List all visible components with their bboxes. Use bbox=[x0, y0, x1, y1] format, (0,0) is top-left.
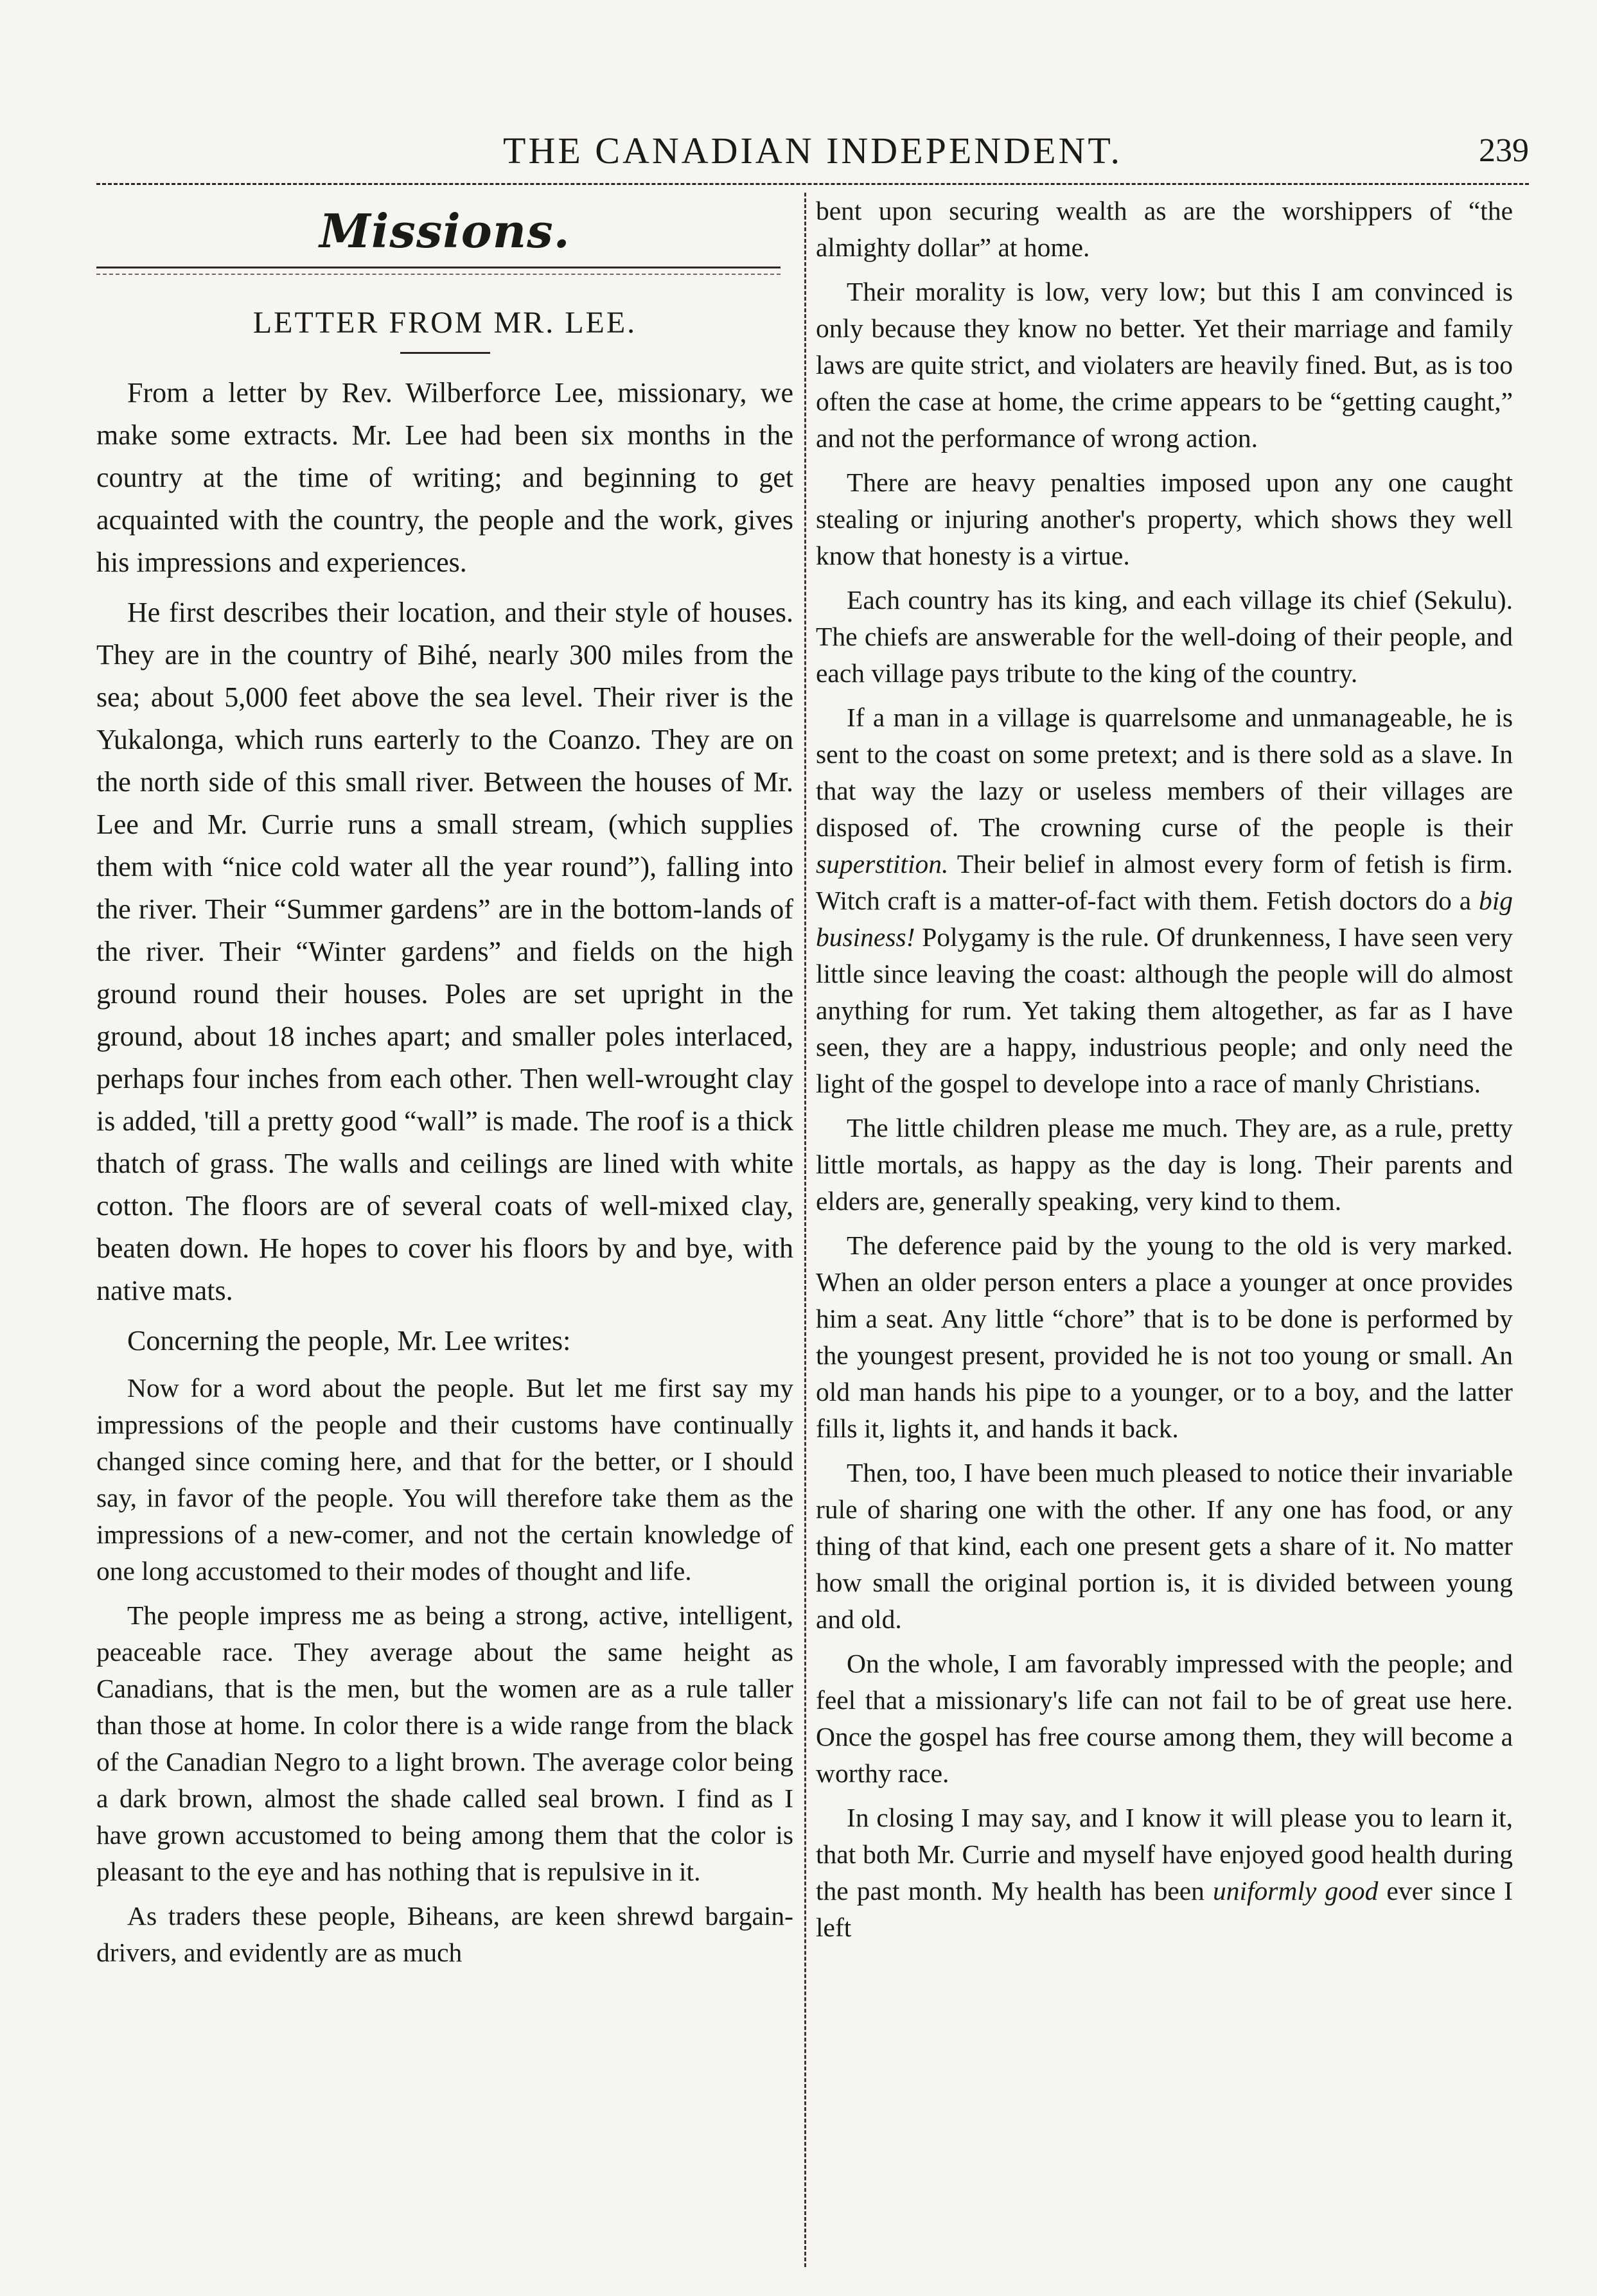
section-rule bbox=[96, 267, 781, 268]
text-run: If a man in a village is quarrelsome and unmanageable, he is sent to the coast on some pretext; and is there sold as a slave. In that way the lazy or useless members of their villages are disposed of. The crowning curse of the people is their bbox=[816, 703, 1513, 842]
paragraph bbox=[816, 1800, 1513, 1946]
left-column bbox=[96, 193, 793, 2267]
paragraph: There are heavy penalties imposed upon any one caught stealing or injuring another's property, which shows they well know that honesty is a virtue. bbox=[816, 468, 1513, 570]
paragraph: On the whole, I am favorably impressed with the people; and feel that a missionary's life can not fail to be of great use here. Once the gospel has free course among them, they will become a worthy race. bbox=[816, 1649, 1513, 1788]
running-head bbox=[96, 125, 1529, 177]
text-run: Their belief in almost every form of fetish is firm. Witch craft is a matter-of-fact with them. Fetish doctors do a bbox=[816, 849, 1513, 915]
paragraph: As traders these people, Biheans, are keen shrewd bargain-drivers, and evidently are as much bbox=[96, 1901, 793, 1967]
emphasis: uniformly good bbox=[1212, 1876, 1379, 1906]
header-rule bbox=[96, 183, 1529, 185]
paragraph: bent upon securing wealth as are the worshippers of “the almighty dollar” at home. bbox=[816, 196, 1513, 262]
publication-title: THE CANADIAN INDEPENDENT. bbox=[503, 130, 1122, 171]
paragraph: Each country has its king, and each village its chief (Sekulu). The chiefs are answerable for the well-doing of their people, and each village pays tribute to the king of the country. bbox=[816, 585, 1513, 688]
text-run: In closing I may say, and I know it will please you to learn it, that both Mr. Currie and myself have enjoyed good health during the past month. My health has been bbox=[816, 1803, 1513, 1906]
paragraph: Their morality is low, very low; but this I am convinced is only because they know no better. Yet their marriage and family laws are quite strict, and violaters are heavily fined. But, as is too often the case at home, the crime appears to be “getting caught,” and not the performance of wrong action. bbox=[816, 277, 1513, 453]
paragraph: Concerning the people, Mr. Lee writes: bbox=[127, 1325, 571, 1356]
paragraph: From a letter by Rev. Wilberforce Lee, missionary, we make some extracts. Mr. Lee had been six months in the country at the time of writing; and beginning to get acquainted with the country, the people and the work, gives his impressions and experiences. bbox=[96, 377, 793, 578]
page-number: 239 bbox=[1479, 132, 1529, 169]
right-column bbox=[816, 193, 1513, 2267]
paragraph: He first describes their location, and their style of houses. They are in the country of Bihé, nearly 300 miles from the sea; about 5,000 feet above the sea level. Their river is the Yukalonga, which runs earterly to the Coanzo. They are on the north side of this small river. Between the houses of Mr. Lee and Mr. Currie runs a small stream, (which supplies them with “nice cold water all the year round”), falling into the river. Their “Summer gardens” are in the bottom-lands of the river. Their “Winter gardens” and fields on the high ground round their houses. Poles are set upright in the ground, about 18 inches apart; and smaller poles interlaced, perhaps four inches from each other. Then well-wrought clay is added, 'till a pretty good “wall” is made. The roof is a thick thatch of grass. The walls and ceilings are lined with white cotton. The floors are of several coats of well-mixed clay, beaten down. He hopes to cover his floors by and bye, with native mats. bbox=[96, 597, 793, 1306]
paragraph: The people impress me as being a strong, active, intelligent, peaceable race. They average about the same height as Canadians, that is the men, but the women are as a rule taller than those at home. In color there is a wide range from the black of the Canadian Negro to a light brown. The average color being a dark brown, almost the shade called seal brown. I find as I have grown accustomed to being among them that the color is pleasant to the eye and has nothing that is repulsive in it. bbox=[96, 1600, 793, 1886]
text-run: ever since I left bbox=[816, 1876, 1513, 1942]
emphasis: superstition. bbox=[816, 849, 949, 879]
paragraph: The deference paid by the young to the old is very marked. When an older person enters a place a younger at once provides him a seat. Any little “chore” that is to be done is performed by the youngest present, provided he is not too young or small. An old man hands his pipe to a younger, or to a boy, and the latter fills it, lights it, and hands it back. bbox=[816, 1231, 1513, 1443]
paragraph: Now for a word about the people. But let me first say my impressions of the people and their customs have continually changed since coming here, and that for the better, or I should say, in favor of the people. You will therefore take them as the impressions of a new-comer, and not the certain knowledge of one long accustomed to their modes of thought and life. bbox=[96, 1373, 793, 1586]
text-run: Polygamy is the rule. Of drunkenness, I have seen very little since leaving the coast: although the people will do almost anything for rum. Yet taking them altogether, as far as I have seen, they are a happy, industrious people; and only need the light of the gospel to develope into a race of manly Christians. bbox=[816, 922, 1513, 1098]
paragraph: Then, too, I have been much pleased to notice their invariable rule of sharing one with the other. If any one has food, or any thing of that kind, each one present gets a share of it. No matter how small the original portion is, it is divided between young and old. bbox=[816, 1458, 1513, 1634]
paragraph bbox=[816, 699, 1513, 1102]
title-rule bbox=[400, 352, 490, 354]
emphasis: big business! bbox=[816, 886, 1513, 952]
section-heading: Missions. bbox=[319, 204, 570, 258]
article-title: LETTER FROM MR. LEE. bbox=[252, 306, 637, 340]
column-divider bbox=[804, 193, 806, 2267]
paragraph: The little children please me much. They are, as a rule, pretty little mortals, as happy as the day is long. Their parents and elders are, generally speaking, very kind to them. bbox=[816, 1113, 1513, 1216]
section-rule-secondary bbox=[96, 274, 781, 275]
